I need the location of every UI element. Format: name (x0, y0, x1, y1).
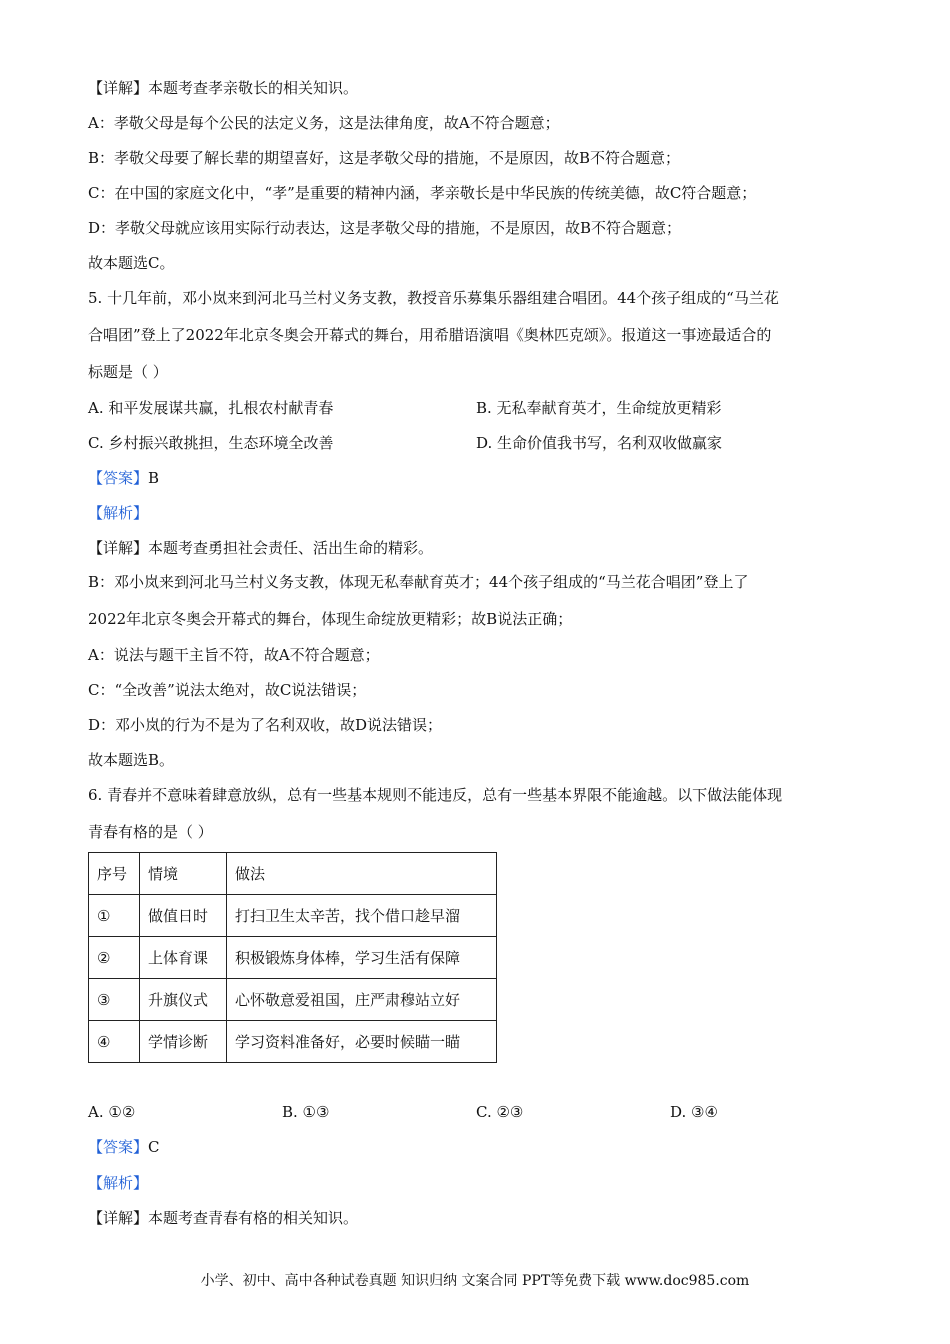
table-cell: ① (89, 895, 140, 937)
table-cell: ④ (89, 1021, 140, 1063)
q4-analysis-a: A：孝敬父母是每个公民的法定义务，这是法律角度，故A不符合题意； (88, 114, 560, 132)
q4-detail: 【详解】本题考查孝亲敬长的相关知识。 (88, 79, 359, 97)
table-header-cell: 情境 (140, 853, 227, 895)
q6-answer-value: C (148, 1138, 160, 1156)
table-cell: 打扫卫生太辛苦，找个借口趁早溜 (227, 895, 497, 937)
q6-answer (88, 1137, 160, 1157)
table-cell: 做值日时 (140, 895, 227, 937)
q5-analysis-label: 【解析】 (88, 504, 149, 522)
q4-conclusion: 故本题选C。 (88, 254, 175, 272)
q6-answer-label: 【答案】 (88, 1138, 149, 1156)
q4-analysis-b: B：孝敬父母要了解长辈的期望喜好，这是孝敬父母的措施，不是原因，故B不符合题意； (88, 149, 681, 167)
q5-option-a: A. 和平发展谋共赢，扎根农村献青春 (88, 399, 334, 417)
q6-table (88, 852, 497, 1063)
q4-analysis-d: D：孝敬父母就应该用实际行动表达，这是孝敬父母的措施，不是原因，故B不符合题意； (88, 219, 682, 237)
table-cell: 积极锻炼身体棒，学习生活有保障 (227, 937, 497, 979)
table-cell: 学情诊断 (140, 1021, 227, 1063)
q5-detail: 【详解】本题考查勇担社会责任、活出生命的精彩。 (88, 539, 434, 557)
q6-analysis-label: 【解析】 (88, 1174, 149, 1192)
table-cell: 升旗仪式 (140, 979, 227, 1021)
q5-option-b: B. 无私奉献育英才，生命绽放更精彩 (476, 399, 722, 417)
q5-answer (88, 468, 159, 488)
q6-option-c: C. ②③ (476, 1103, 524, 1121)
q5-analysis-a: A：说法与题干主旨不符，故A不符合题意； (88, 646, 380, 664)
table-row (89, 979, 497, 1021)
q5-analysis-b-line2: 2022年北京冬奥会开幕式的舞台，体现生命绽放更精彩；故B说法正确； (88, 610, 573, 628)
table-cell: 学习资料准备好，必要时候瞄一瞄 (227, 1021, 497, 1063)
q5-stem-line2: 合唱团”登上了2022年北京冬奥会开幕式的舞台，用希腊语演唱《奥林匹克颂》。报道这一事迹最适合的 (88, 326, 772, 344)
q6-option-d: D. ③④ (670, 1103, 718, 1121)
table-header-cell: 序号 (89, 853, 140, 895)
q5-analysis-c: C：“全改善”说法太绝对，故C说法错误； (88, 681, 367, 699)
q6-stem-line2: 青春有格的是（ ） (88, 823, 213, 841)
table-row (89, 1021, 497, 1063)
q5-answer-value: B (148, 469, 160, 487)
table-row (89, 895, 497, 937)
table-cell: 上体育课 (140, 937, 227, 979)
table-cell: ③ (89, 979, 140, 1021)
q5-answer-label: 【答案】 (88, 469, 149, 487)
q5-conclusion: 故本题选B。 (88, 751, 175, 769)
q5-analysis-b-line1: B：邓小岚来到河北马兰村义务支教，体现无私奉献育英才；44个孩子组成的“马兰花合唱团”登上了 (88, 573, 749, 591)
table-row (89, 937, 497, 979)
q4-analysis-c: C：在中国的家庭文化中，“孝”是重要的精神内涵，孝亲敬长是中华民族的传统美德，故C符合题意； (88, 184, 757, 202)
table-cell: ② (89, 937, 140, 979)
q5-option-c: C. 乡村振兴敢挑担，生态环境全改善 (88, 434, 334, 452)
page-footer: 小学、初中、高中各种试卷真题 知识归纳 文案合同 PPT等免费下载 www.doc985.com (200, 1273, 750, 1289)
q5-analysis-d: D：邓小岚的行为不是为了名利双收，故D说法错误； (88, 716, 443, 734)
q5-option-d: D. 生命价值我书写，名利双收做赢家 (476, 434, 723, 452)
q5-stem-line1: 5. 十几年前，邓小岚来到河北马兰村义务支教，教授音乐募集乐器组建合唱团。44个孩子组成的“马兰花 (88, 289, 779, 307)
table-cell: 心怀敬意爱祖国，庄严肃穆站立好 (227, 979, 497, 1021)
q6-stem-line1: 6. 青春并不意味着肆意放纵，总有一些基本规则不能违反，总有一些基本界限不能逾越。以下做法能体现 (88, 786, 783, 804)
q5-stem-line3: 标题是（ ） (88, 363, 168, 381)
q6-option-b: B. ①③ (282, 1103, 330, 1121)
q6-option-a: A. ①② (88, 1103, 136, 1121)
table-header-cell: 做法 (227, 853, 497, 895)
q6-detail: 【详解】本题考查青春有格的相关知识。 (88, 1209, 359, 1227)
table-header-row (89, 853, 497, 895)
